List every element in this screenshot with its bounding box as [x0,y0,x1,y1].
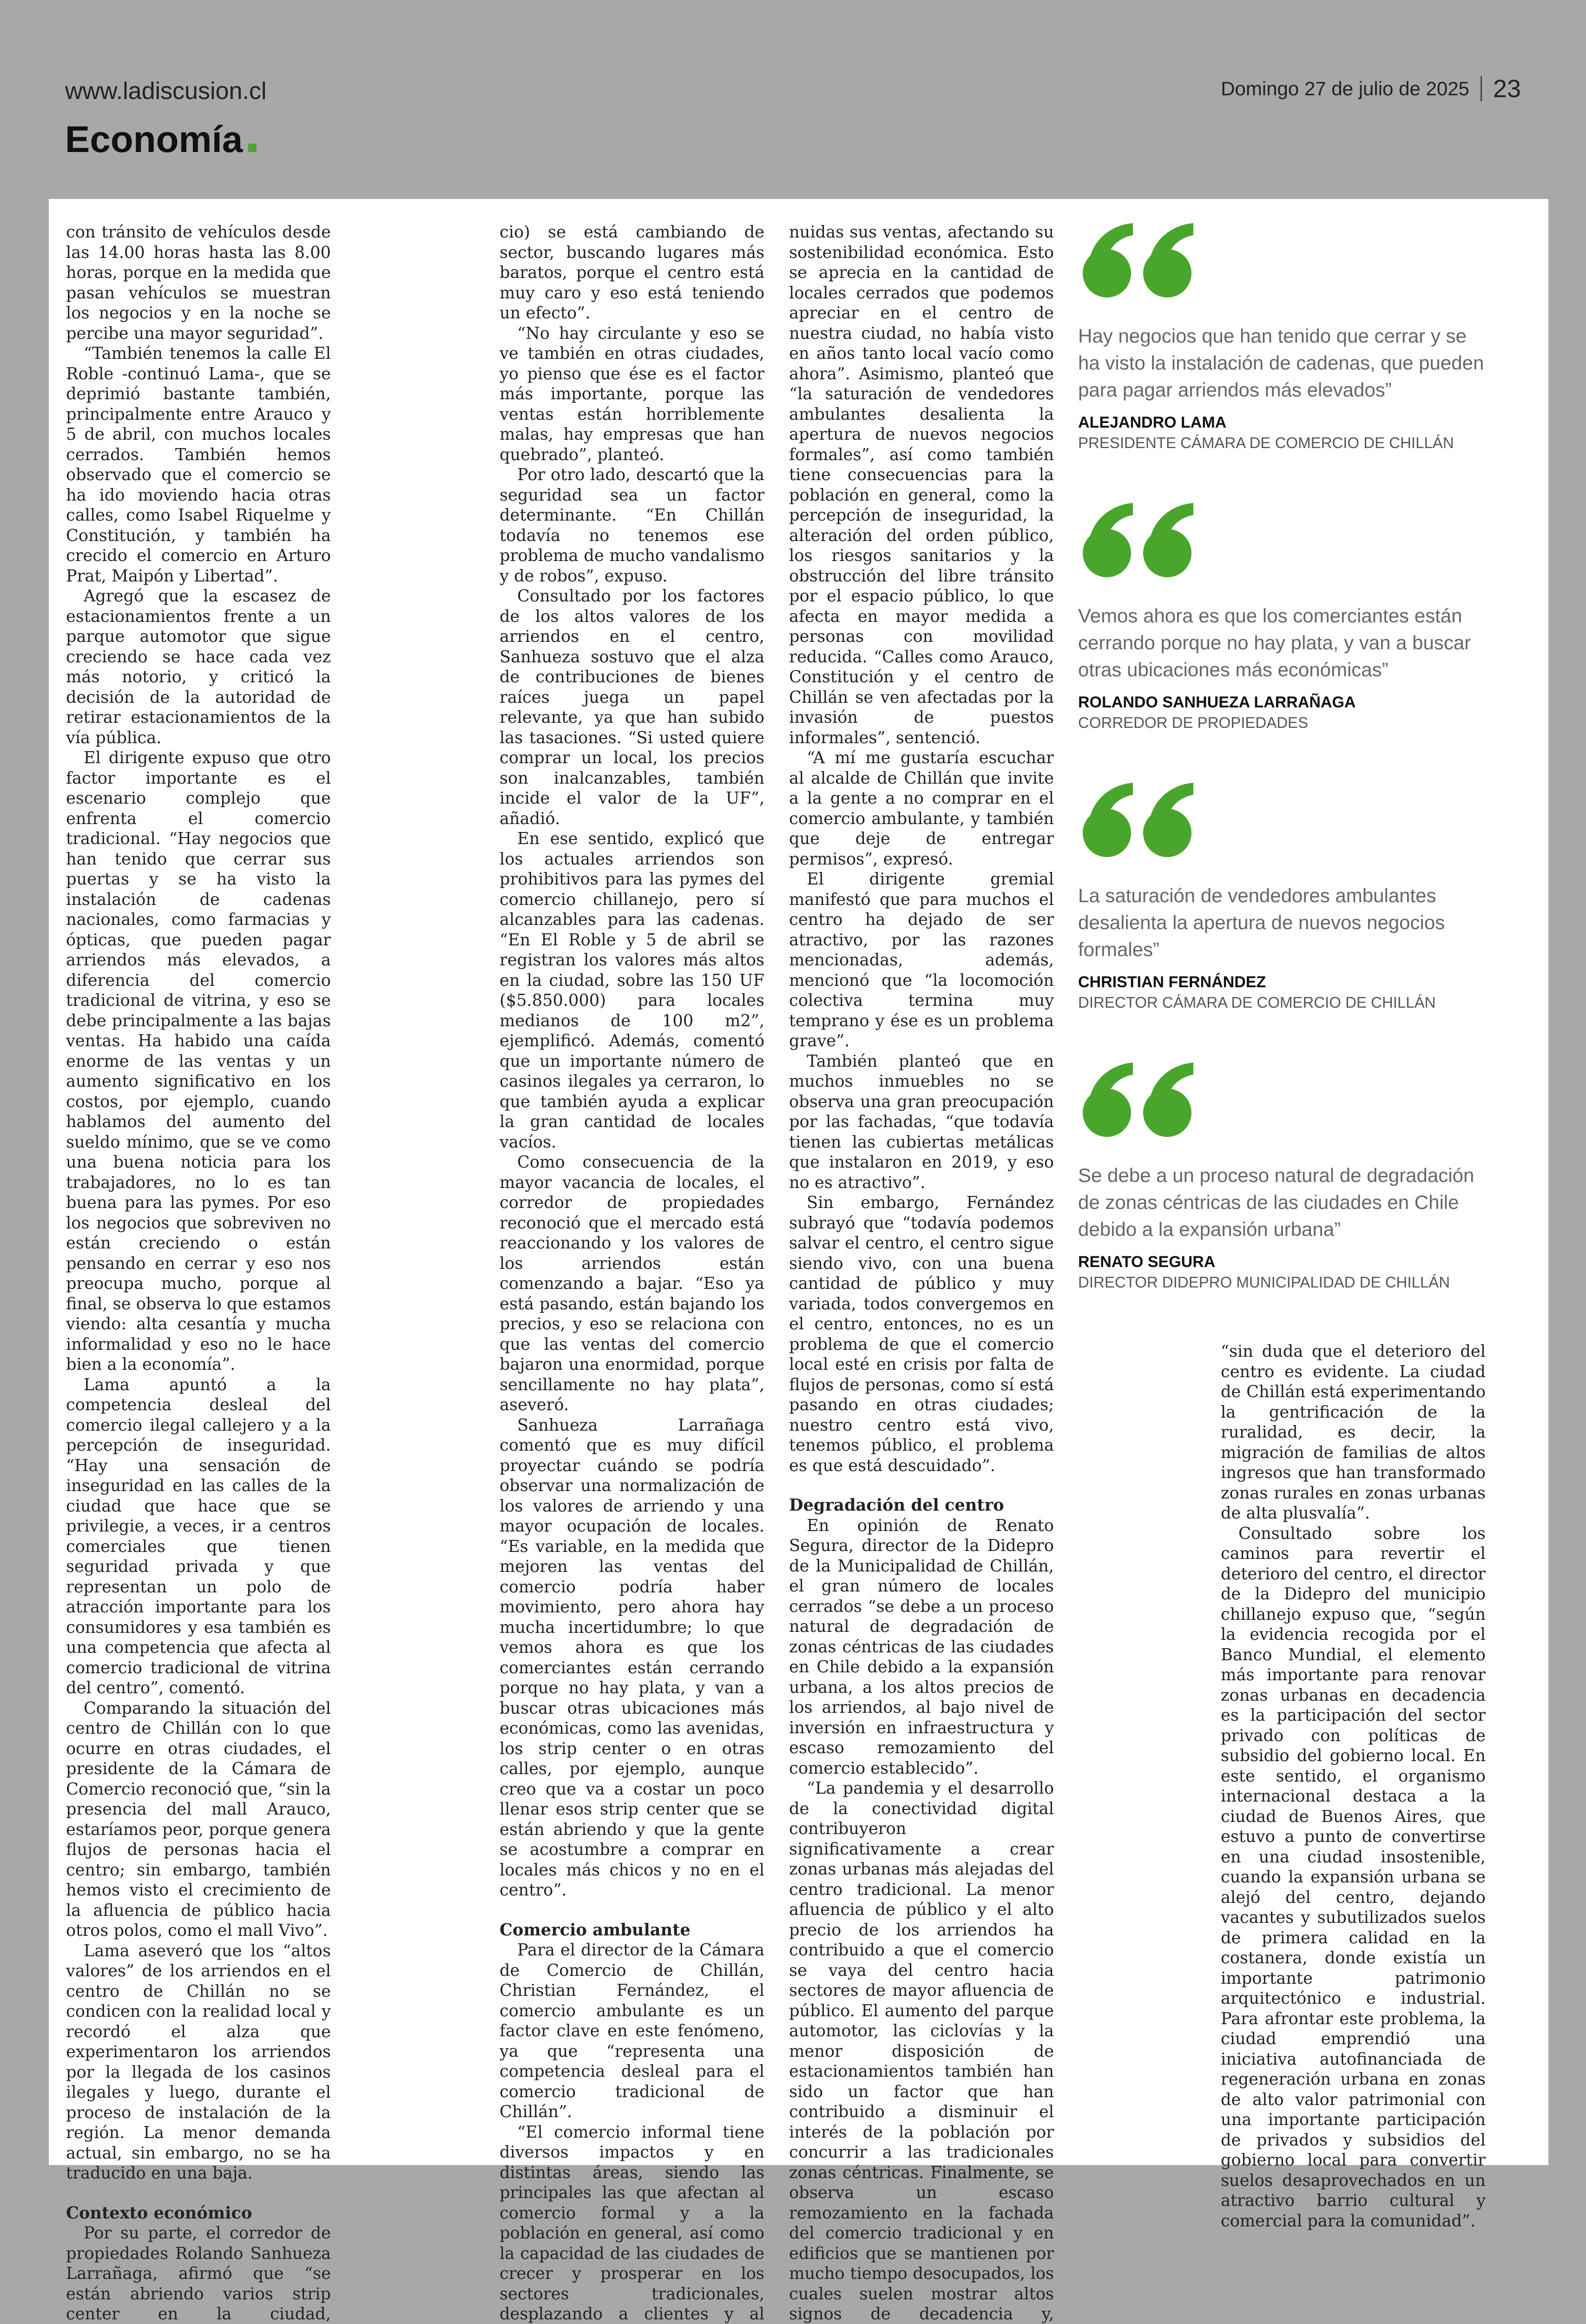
article-column-2 [500,222,764,2030]
paragraph: Como consecuencia de la mayor vacancia de locales, el corredor de propiedades reconoció que el mercado está reaccionando y los valores de los arriendos están comenzando a bajar. “Eso ya está pasando, están bajando los precios, y eso se relaciona con que las ventas del comercio bajaron una enormidad, porque sencillamente no hay plata”, aseveró. [500,1152,764,1415]
article-column-4 [1221,1341,1486,2029]
section-title: Economía [65,118,257,161]
quote-mark-icon [1078,498,1204,577]
paragraph: Consultado sobre los caminos para revertir el deterioro del centro, el director de la Didepro del municipio chillanejo expuso que, “según la evidencia recogida por el Banco Mundial, el elemento más importante para renovar zonas urbanas en decadencia es la participación del sector privado con políticas de subsidio del gobierno local. En este sentido, el organismo internacional destaca a la ciudad de Buenos Aires, que estuvo a punto de convertirse en una ciudad insostenible, cuando la expansión urbana se alejó del centro, dejando vacantes y subutilizados suelos de primera calidad en la costanera, donde existía un importante patrimonio arquitectónico e industrial. Para afrontar este problema, la ciudad emprendió una iniciativa autofinanciada de regeneración urbana en zonas de alto valor patrimonial con una importante participación de privados y subsidios del gobierno local para convertir suelos desaprovechados en un atractivo barrio cultural y comercial para la comunidad”. [1221,1524,1486,2232]
paragraph: “También tenemos la calle El Roble -continuó Lama-, que se deprimió bastante también, principalmente entre Arauco y 5 de abril, con muchos locales cerrados. También hemos observado que el comercio se ha ido moviendo hacia otras calles, como Isabel Riquelme y Constitución, y también ha crecido el comercio en Arturo Prat, Maipón y Libertad”. [66,343,331,586]
paragraph: El dirigente gremial manifestó que para muchos el centro ha dejado de ser atractivo, por las razones mencionadas, además, mencionó que “la locomoción colectiva termina muy temprano y ése es un problema grave”. [789,869,1054,1051]
issue-date: Domingo 27 de julio de 2025 [1221,78,1469,100]
pull-quote [1078,218,1496,498]
divider [1481,76,1482,101]
paragraph: “A mí me gustaría escuchar al alcalde de Chillán que invite a la gente a no comprar en el comercio ambulante, y también que deje de entregar permisos”, expresó. [789,748,1054,869]
quote-mark-icon [1078,778,1204,857]
quote-author: ALEJANDRO LAMA [1078,414,1226,432]
paragraph: Comparando la situación del centro de Chillán con lo que ocurre en otras ciudades, el presidente de la Cámara de Comercio reconoció que, “sin la presencia del mall Arauco, estaríamos peor, porque genera flujos de personas hacia el centro; sin embargo, también hemos visto el crecimiento de la afluencia de público hacia otros polos, como el mall Vivo”. [66,1698,331,1941]
page-number: 23 [1493,74,1521,103]
paragraph: En opinión de Renato Segura, director de la Didepro de la Municipalidad de Chillán, el gran número de locales cerrados “se debe a un proceso natural de degradación de zonas céntricas de las ciudades en Chile debido a la expansión urbana, a los altos precios de los arriendos, al bajo nivel de inversión en infraestructura y escaso remozamiento del comercio establecido”. [789,1516,1054,1779]
paragraph: En ese sentido, explicó que los actuales arriendos son prohibitivos para las pymes del comercio chillanejo, pero sí alcanzables para las cadenas. “En El Roble y 5 de abril se registran los valores más altos en la ciudad, sobre las 150 UF ($5.850.000) para locales medianos de 100 m2”, ejemplificó. Además, comentó que un importante número de casinos ilegales ya cerraron, lo que también ayuda a explicar la gran cantidad de locales vacíos. [500,829,764,1152]
subheading: Comercio ambulante [500,1920,764,1941]
paragraph: nuidas sus ventas, afectando su sostenibilidad económica. Esto se aprecia en la cantidad de locales cerrados que podemos apreciar en el centro de nuestra ciudad, no había visto en años tanto local vacío como ahora”. Asimismo, planteó que “la saturación de vendedores ambulantes desalienta la apertura de nuevos negocios formales”, así como también tiene consecuencias para la población en general, como la percepción de inseguridad, la alteración del orden público, los riesgos sanitarios y la obstrucción del libre tránsito por el espacio público, lo que afecta en mayor medida a personas con movilidad reducida. “Calles como Arauco, Constitución y el centro de Chillán se ven afectadas por la invasión de puestos informales”, sentenció. [789,222,1054,748]
paragraph: Lama apuntó a la competencia desleal del comercio ilegal callejero y a la percepción de inseguridad. “Hay una sensación de inseguridad en las calles de la ciudad que hace que se privilegie, a veces, ir a centros comerciales que tienen seguridad privada y que representan un polo de atracción importante para los consumidores y esa también es una competencia que afecta al comercio tradicional de vitrina del centro”, comentó. [66,1375,331,1698]
quote-author: RENATO SEGURA [1078,1253,1215,1271]
quote-author: CHRISTIAN FERNÁNDEZ [1078,973,1266,991]
site-url: www.ladiscusion.cl [65,77,267,105]
pull-quote [1078,1058,1496,1338]
paragraph: con tránsito de vehículos desde las 14.00 horas hasta las 8.00 horas, porque en la medida que pasan vehículos se muestran los negocios y en la noche se percibe una mayor seguridad”. [66,222,331,343]
quote-author: ROLANDO SANHUEZA LARRAÑAGA [1078,693,1356,712]
pull-quote [1078,498,1496,778]
paragraph: “sin duda que el deterioro del centro es evidente. La ciudad de Chillán está experimentando la gentrificación de la ruralidad, es decir, la migración de familias de altos ingresos que han transformado zonas rurales en zonas urbanas de alta plusvalía”. [1221,1341,1486,1524]
paragraph: Agregó que la escasez de estacionamientos frente a un parque automotor que sigue creciendo se hace cada vez más notorio, y criticó la decisión de la autoridad de retirar estacionamientos de la vía pública. [66,586,331,748]
quote-text: Vemos ahora es que los comerciantes están cerrando porque no hay plata, y van a buscar otras ubicaciones más económicas” [1078,602,1487,683]
paragraph: cio) se está cambiando de sector, buscando lugares más baratos, porque el centro está muy caro y eso está teniendo un efecto”. [500,222,764,324]
pull-quotes [1078,218,1496,1338]
section-dot-icon [248,144,257,152]
paragraph: “No hay circulante y eso se ve también en otras ciudades, yo pienso que ése es el factor más importante, porque las ventas están horriblemente malas, hay empresas que han quebrado”, planteó. [500,324,764,465]
paragraph: Por su parte, el corredor de propiedades Rolando Sanhueza Larrañaga, afirmó que “se están abriendo varios strip center en la ciudad, [66,2223,331,2324]
paragraph: Por otro lado, descartó que la seguridad sea un factor determinante. “En Chillán todavía no tenemos ese problema de mucho vandalismo y de robos”, expuso. [500,465,764,586]
paragraph: “El comercio informal tiene diversos impactos y en distintas áreas, siendo las principales las que afectan al comercio formal y a la población en general, así como la capacidad de las ciudades de crecer y prosperar en los sectores tradicionales, desplazando a clientes y al [500,2122,764,2324]
quote-mark-icon [1078,218,1204,297]
paragraph: Sin embargo, Fernández subrayó que “todavía podemos salvar el centro, el centro sigue siendo vivo, con una buena cantidad de público y muy variada, todos convergemos en el centro, entonces, no es un problema de que el comercio local esté en crisis por falta de flujos de personas, como sí está pasando en otras ciudades; nuestro centro está vivo, tenemos público, el problema es que está descuidado”. [789,1193,1054,1476]
quote-author-role: CORREDOR DE PROPIEDADES [1078,714,1308,732]
paragraph: El dirigente expuso que otro factor importante es el escenario complejo que enfrenta el comercio tradicional. “Hay negocios que han tenido que cerrar sus puertas y se ha visto la instalación de cadenas nacionales, como farmacias y ópticas, que pueden pagar arriendos más elevados, a diferencia del comercio tradicional de vitrina, y eso se debe principalmente a las bajas ventas. Ha habido una caída enorme de las ventas y un aumento significativo en los costos, por ejemplo, cuando hablamos del aumento del sueldo mínimo, que se ve como una buena noticia para los trabajadores, no lo es tan buena para las pymes. Por eso los negocios que sobreviven no están creciendo o están pensando en cerrar y eso nos preocupa mucho, porque al final, se observa lo que estamos viendo: alta cesantía y mucha informalidad y eso no le hace bien a la economía”. [66,748,331,1375]
paragraph: También planteó que en muchos inmuebles no se observa una gran preocupación por las fachadas, “que todavía tienen las cubiertas metálicas que instalaron en 2019, y eso no es atractivo”. [789,1051,1054,1193]
article-column-3 [789,222,1054,2030]
paragraph: Para el director de la Cámara de Comercio de Chillán, Christian Fernández, el comercio ambulante es un factor clave en este fenómeno, ya que “representa una competencia desleal para el comercio tradicional de Chillán”. [500,1940,764,2122]
article-column-1 [66,222,331,2030]
paragraph: Sanhueza Larrañaga comentó que es muy difícil proyectar cuándo se podría observar una normalización de los valores de arriendo y una mayor ocupación de locales. “Es variable, en la medida que mejoren las ventas del comercio podría haber movimiento, pero ahora hay mucha incertidumbre; lo que vemos ahora es que los comerciantes están cerrando porque no hay plata, y van a buscar otras ubicaciones más económicas, como las avenidas, los strip center o en otras calles, por ejemplo, aunque creo que va a costar un poco llenar esos strip center que se están abriendo y que la gente se acostumbre a comprar en locales más chicos y no en el centro”. [500,1415,764,1901]
paragraph: Lama aseveró que los “altos valores” de los arriendos en el centro de Chillán no se condicen con la realidad local y recordó el alza que experimentaron los arriendos por la llegada de los casinos ilegales y luego, durante el proceso de instalación de la región. La menor demanda actual, sin embargo, no se ha traducido en una baja. [66,1941,331,2184]
paragraph: Consultado por los factores de los altos valores de los arriendos en el centro, Sanhueza sostuvo que el alza de contribuciones de bienes raíces juega un papel relevante, ya que han subido las tasaciones. “Si usted quiere comprar un local, los precios son inalcanzables, también incide el valor de la UF”, añadió. [500,586,764,829]
quote-text: Se debe a un proceso natural de degradación de zonas céntricas de las ciudades en Chile debido a la expansión urbana” [1078,1162,1487,1243]
subheading: Contexto económico [66,2203,331,2224]
quote-mark-icon [1078,1058,1204,1137]
subheading: Degradación del centro [789,1495,1054,1516]
quote-author-role: DIRECTOR DIDEPRO MUNICIPALIDAD DE CHILLÁN [1078,1274,1450,1291]
pull-quote [1078,778,1496,1058]
quote-text: Hay negocios que han tenido que cerrar y se ha visto la instalación de cadenas, que pueden para pagar arriendos más elevados” [1078,323,1487,403]
dateline [1221,74,1521,103]
quote-author-role: PRESIDENTE CÁMARA DE COMERCIO DE CHILLÁN [1078,434,1454,452]
paragraph: “La pandemia y el desarrollo de la conectividad digital contribuyeron significativamente a crear zonas urbanas más alejadas del centro tradicional. La menor afluencia de público y el alto precio de los arriendos ha contribuido a que el comercio se vaya del centro hacia sectores de mayor afluencia de público. El aumento del parque automotor, las ciclovías y la menor disposición de estacionamientos también han sido un factor que han contribuido a disminuir el interés de la población por concurrir a las tradicionales zonas céntricas. Finalmente, se observa un escaso remozamiento en la fachada del comercio tradicional y en edificios que se mantienen por mucho tiempo desocupados, los cuales suelen mostrar altos signos de decadencia y, [789,1778,1054,2324]
quote-author-role: DIRECTOR CÁMARA DE COMERCIO DE CHILLÁN [1078,994,1436,1011]
quote-text: La saturación de vendedores ambulantes desalienta la apertura de nuevos negocios formales” [1078,882,1487,963]
